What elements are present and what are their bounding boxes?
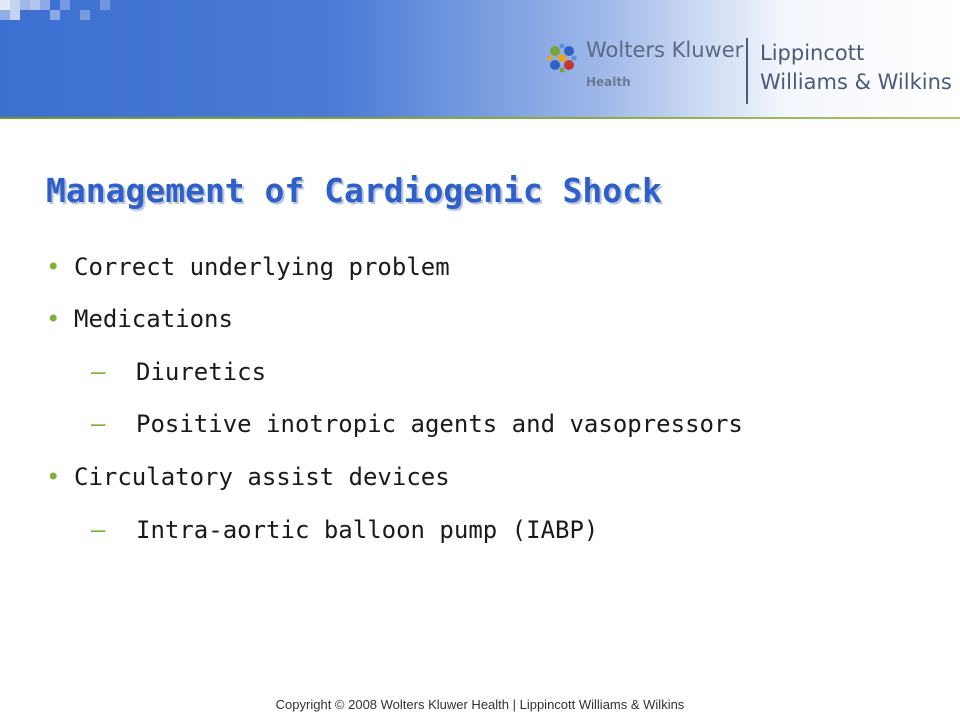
sub-bullet-item: [91, 410, 743, 438]
bullet-item: [46, 463, 450, 491]
header-accent-line: [0, 117, 960, 119]
header-square-pattern: [0, 0, 960, 22]
bullet-item: [46, 305, 233, 333]
bullet-text: Positive inotropic agents and vasopressors: [136, 410, 743, 438]
bullet-marker: •: [46, 253, 61, 281]
bullet-text: Diuretics: [136, 358, 267, 386]
copyright-footer: Copyright © 2008 Wolters Kluwer Health | Lippincott Williams & Wilkins: [275, 697, 685, 712]
imprint-name-line2: Williams & Wilkins: [760, 70, 952, 94]
sub-bullet-item: [91, 358, 266, 386]
dash-marker: –: [91, 516, 106, 544]
wolters-kluwer-globe-icon: [546, 42, 578, 74]
dash-marker: –: [91, 358, 106, 386]
company-name: Wolters Kluwer: [586, 38, 744, 62]
slide-title: Management of Cardiogenic Shock: [46, 171, 662, 210]
publisher-logo: [546, 38, 958, 106]
bullet-marker: •: [46, 463, 61, 491]
company-division: Health: [586, 75, 631, 89]
bullet-item: [46, 253, 450, 281]
bullet-marker: •: [46, 305, 61, 333]
bullet-text: Medications: [74, 305, 233, 333]
imprint-name-line1: Lippincott: [760, 41, 865, 65]
dash-marker: –: [91, 410, 106, 438]
bullet-text: Circulatory assist devices: [74, 463, 450, 491]
slide-header-banner: [0, 0, 960, 118]
bullet-text: Intra-aortic balloon pump (IABP): [136, 516, 599, 544]
sub-bullet-item: [91, 516, 598, 544]
logo-divider: [746, 38, 748, 104]
bullet-text: Correct underlying problem: [74, 253, 450, 281]
